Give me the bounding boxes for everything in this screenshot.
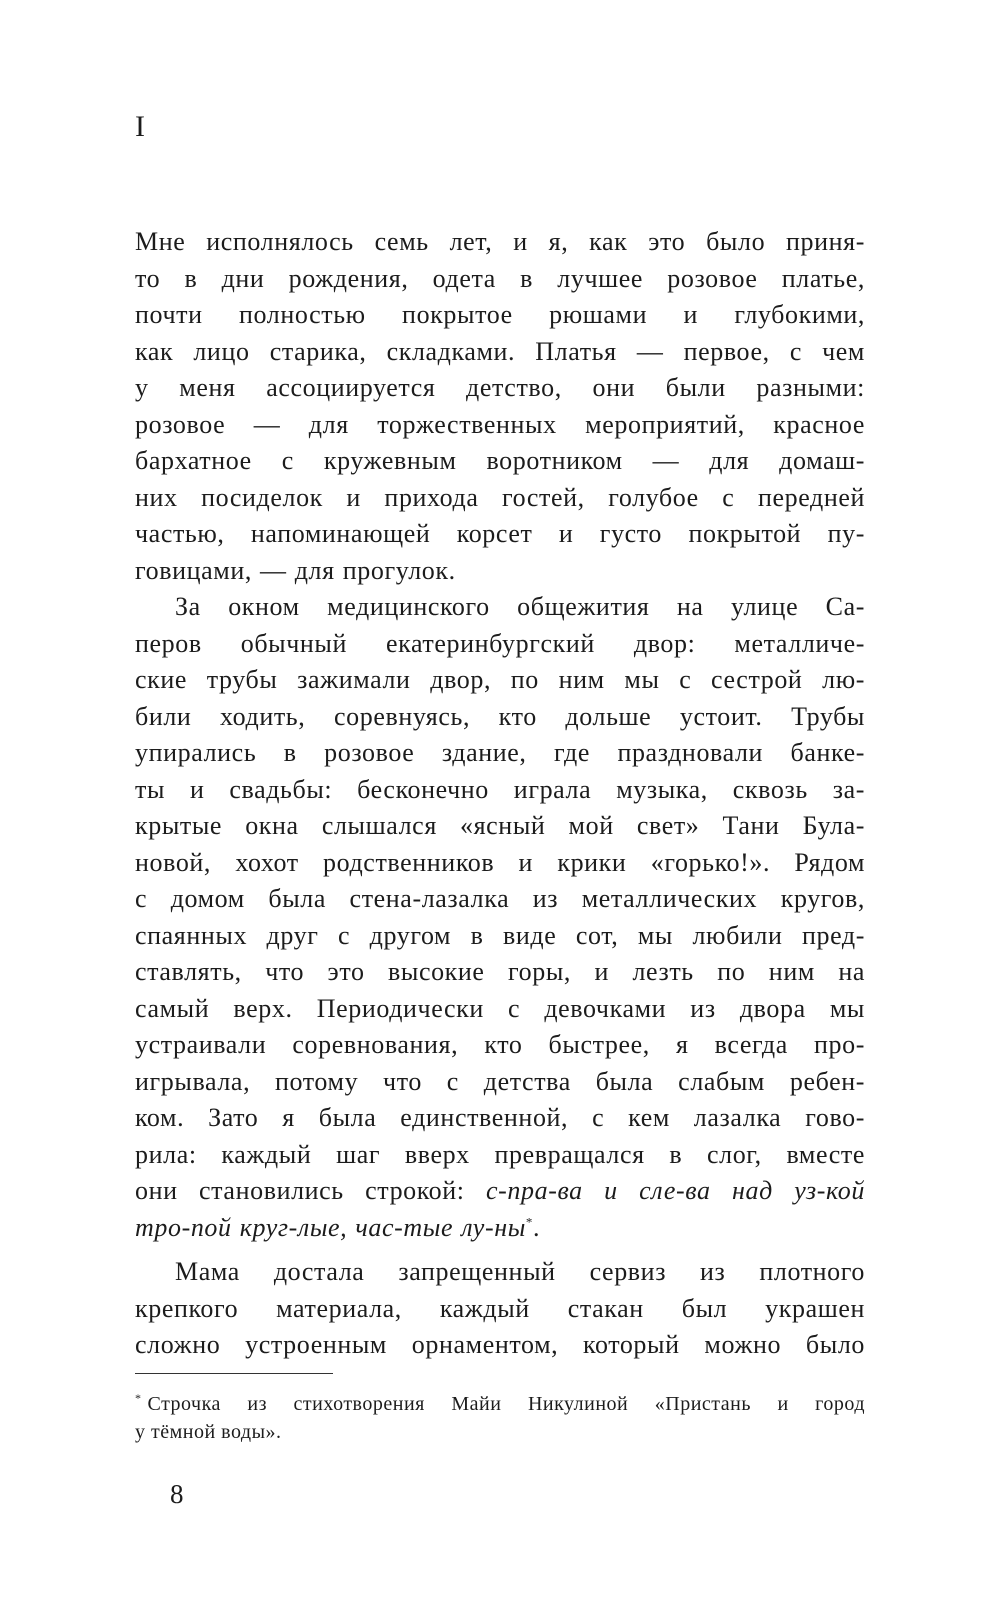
period: . xyxy=(533,1212,541,1242)
body-text xyxy=(135,224,865,1364)
text-line: ставлять, что это высокие горы, и лезть по ним на xyxy=(135,957,865,986)
text-line: Мама достала запрещенный сервиз из плотного xyxy=(175,1257,865,1286)
footnote xyxy=(135,1390,865,1446)
text-line: у меня ассоциируется детство, они были разными: xyxy=(135,373,865,402)
text-line: бархатное с кружевным воротником — для домаш- xyxy=(135,446,865,475)
text-line-quote-end xyxy=(135,1210,865,1247)
text-line: частью, напоминающей корсет и густо покрытой пу- xyxy=(135,519,865,548)
text-line: почти полностью покрытое рюшами и глубокими, xyxy=(135,300,865,329)
text-line: ком. Зато я была единственной, с кем лазалка гово- xyxy=(135,1103,865,1132)
text-line: крытые окна слышался «ясный мой свет» Тани Була- xyxy=(135,811,865,840)
text-line: то в дни рождения, одета в лучшее розовое платье, xyxy=(135,263,865,293)
text-line-mixed xyxy=(135,1173,865,1210)
paragraph-2 xyxy=(135,589,865,1246)
text-line: самый верх. Периодически с девочками из двора мы xyxy=(135,993,865,1023)
footnote-line xyxy=(135,1390,865,1418)
poem-quote: тро-пой круг-лые, час-тые лу-ны xyxy=(135,1212,526,1242)
text-line: упирались в розовое здание, где праздновали банке- xyxy=(135,738,865,767)
text-line: ские трубы зажимали двор, по ним мы с сестрой лю- xyxy=(135,665,865,694)
text-line: Мне исполнялось семь лет, и я, как это было приня- xyxy=(135,227,865,256)
text-line: новой, хохот родственников и крики «горько!». Рядом xyxy=(135,847,865,877)
footnote-divider xyxy=(135,1373,333,1374)
text-line: устраивали соревнования, кто быстрее, я всегда про- xyxy=(135,1030,865,1059)
text-line: рила: каждый шаг вверх превращался в слог, вместе xyxy=(135,1139,865,1169)
paragraph-1 xyxy=(135,224,865,589)
text-line: сложно устроенным орнаментом, который можно было xyxy=(135,1330,865,1359)
text-line: били ходить, соревнуясь, кто дольше устоит. Трубы xyxy=(135,701,865,731)
text-line: с домом была стена-лазалка из металлических кругов, xyxy=(135,884,865,913)
text-line: ты и свадьбы: бесконечно играла музыка, сквозь за- xyxy=(135,774,865,804)
footnote-text: Строчка из стихотворения Майи Никулиной «Пристань и город xyxy=(147,1393,865,1415)
text-line: За окном медицинского общежития на улице Са- xyxy=(175,592,865,621)
text-line: спаянных друг с другом в виде сот, мы любили пред- xyxy=(135,920,865,950)
text-line: говицами, — для прогулок. xyxy=(135,555,456,585)
paragraph-3 xyxy=(135,1254,865,1364)
text-line: крепкого материала, каждый стакан был украшен xyxy=(135,1293,865,1323)
text-line: розовое — для торжественных мероприятий, красное xyxy=(135,409,865,439)
plain-text: они становились строкой: xyxy=(135,1176,487,1205)
text-line: игрывала, потому что с детства была слабым ребен- xyxy=(135,1066,865,1096)
footnote-line: у тёмной воды». xyxy=(135,1421,282,1443)
text-line: них посиделок и прихода гостей, голубое с передней xyxy=(135,482,865,512)
text-line: как лицо старика, складками. Платья — первое, с чем xyxy=(135,336,865,366)
footnote-marker[interactable]: * xyxy=(525,1213,534,1229)
page-number: 8 xyxy=(170,1479,184,1509)
paragraph-spacer xyxy=(135,1246,865,1254)
poem-quote: с-пра-ва и сле-ва над уз-кой xyxy=(486,1176,865,1205)
text-line: перов обычный екатеринбургский двор: металличе- xyxy=(135,628,865,658)
chapter-number: I xyxy=(135,110,145,143)
footnote-marker: * xyxy=(135,1391,142,1406)
